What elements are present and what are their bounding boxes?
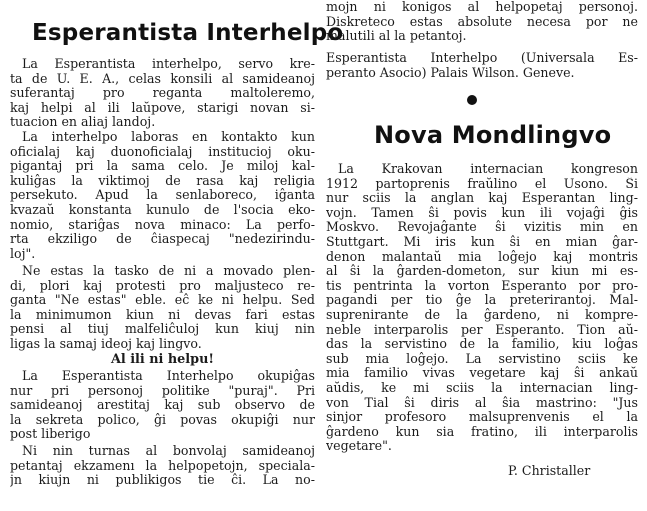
text-line: jn kiujn ni publikigos tie ĉi. La no- bbox=[10, 473, 315, 488]
text-line: sub mia loĝejo. La servistino sciis ke bbox=[326, 351, 638, 366]
separator-bullet bbox=[467, 95, 477, 105]
text-line: Moskvo. Revojaĝante ŝi vizitis min en bbox=[326, 220, 638, 235]
text-line: rta ekziligo de ĉiaspecaj "nedezirindu- bbox=[10, 232, 315, 247]
author-signature: P. Christaller bbox=[508, 463, 591, 478]
text-line: neble interparolis per Esperanto. Tion aŭ- bbox=[326, 322, 638, 337]
text-line: oficialaj kaj duonoficialaj institucioj oku- bbox=[10, 144, 315, 159]
text-line: samideanoj arestitaj kaj sub observo de bbox=[10, 398, 315, 413]
text-line: ganta "Ne estas" eble. eĉ ke ni helpu. Sed bbox=[10, 293, 315, 308]
text-line: pagandi per tio ĝe la preterirantoj. Mal- bbox=[326, 293, 638, 308]
text-line: kuliĝas la viktimoj de rasa kaj religia bbox=[10, 173, 315, 188]
text-line: suferantaj pro reganta maltoleremo, bbox=[10, 86, 315, 101]
text-line: vojn. Tamen ŝi povis kun ili vojaĝi ĝis bbox=[326, 205, 638, 220]
text-line: di, plori kaj protesti pro maljusteco re- bbox=[10, 278, 315, 293]
text-line: Stuttgart. Mi iris kun ŝi en mian ĝar- bbox=[326, 234, 638, 249]
text-line: denon malantaŭ mia loĝejo kaj montris bbox=[326, 249, 638, 264]
text-line: la sekreta polico, ĝi povas okupiĝi nur bbox=[10, 412, 315, 427]
text-line: malutili al la petantoj. bbox=[326, 29, 467, 44]
text-line: Esperantista Interhelpo (Universala Es- bbox=[326, 51, 638, 65]
text-line: das la servistino de la familio, kiu loĝas bbox=[326, 337, 638, 352]
text-line: La Krakovan internacian kongreson bbox=[338, 162, 638, 176]
text-line: Diskreteco estas absolute necesa por ne bbox=[326, 14, 638, 29]
paragraph-task bbox=[10, 264, 315, 352]
text-line: La interhelpo laboras en kontakto kun bbox=[22, 130, 315, 144]
text-line: Ne estas la tasko de ni a movado plen- bbox=[22, 264, 315, 278]
paragraph-nova-mondlingvo-body bbox=[326, 162, 638, 454]
paragraph-cooperation bbox=[10, 130, 315, 261]
text-line: nur sciis la anglan kaj Esperantan ling- bbox=[326, 191, 638, 206]
paragraph-intro bbox=[10, 57, 315, 130]
text-line: vegetare". bbox=[326, 439, 392, 454]
contact-address bbox=[326, 51, 638, 80]
text-line: al ŝi la ĝarden-dometon, sur kiun mi es- bbox=[326, 264, 638, 279]
text-line: tuacion en aliaj landoj. bbox=[10, 115, 156, 130]
text-line: loj". bbox=[10, 246, 36, 261]
paragraph-political bbox=[10, 369, 315, 442]
text-line: sinjor profesoro malsuprenvenis el la bbox=[326, 410, 638, 425]
text-line: Ni nin turnas al bonvolaj samideanoj bbox=[22, 444, 315, 458]
article-title-nova-mondlingvo: Nova Mondlingvo bbox=[374, 121, 612, 149]
text-line: persekuto. Apud la senlaboreco, iĝanta bbox=[10, 188, 315, 203]
text-line: aŭdis, ke mi sciis la internacian ling- bbox=[326, 380, 638, 395]
text-line: pensi al tiuj malfeliĉuloj kun kiuj nin bbox=[10, 322, 315, 337]
text-line: ligas la samaj ideoj kaj lingvo. bbox=[10, 336, 202, 351]
paragraph-appeal bbox=[10, 444, 315, 488]
text-line: petantaj ekzamenı la helpopetojn, speciala- bbox=[10, 458, 315, 473]
text-line: von Tial ŝi diris al ŝia mastrino: "Jus bbox=[326, 395, 638, 410]
text-line: ĝardeno kun sia fratino, ili interparolis bbox=[326, 424, 638, 439]
text-line: 1912 partoprenis fraŭlino el Usono. Ŝi bbox=[326, 176, 638, 191]
text-line: ta de U. E. A., celas konsili al samideanoj bbox=[10, 71, 315, 86]
text-line: suprenirante de la ĝardeno, ni kompre- bbox=[326, 307, 638, 322]
text-line: peranto Asocio) Palais Wilson. Geneve. bbox=[326, 65, 575, 80]
text-line: tis pentrinta la vorton Esperanto por pro- bbox=[326, 278, 638, 293]
text-line: kvazaŭ konstanta kunulo de l'socia eko- bbox=[10, 202, 315, 217]
text-line: pigantaj pri la sama celo. Je miloj kal- bbox=[10, 159, 315, 174]
article-title-esperantista-interhelpo: Esperantista Interhelpo bbox=[32, 20, 344, 46]
text-line: mojn ni konigos al helpopetaj personoj. bbox=[326, 0, 638, 14]
text-line: post liberigo bbox=[10, 427, 91, 442]
paragraph-continuation bbox=[326, 0, 638, 44]
text-line: La Esperantista interhelpo, servo kre- bbox=[22, 57, 315, 71]
text-line: nomio, stariĝas nova minaco: La perfo- bbox=[10, 217, 315, 232]
text-line: La Esperantista Interhelpo okupiĝas bbox=[22, 369, 315, 383]
subheading-al-ili-ni-helpu: Al ili ni helpu! bbox=[110, 352, 215, 367]
text-line: la minimumon kiun ni devas fari estas bbox=[10, 307, 315, 322]
text-line: mia familio vivas vegetare kaj ŝi ankaŭ bbox=[326, 366, 638, 381]
text-line: kaj helpi al ili laŭpove, starigi novan si- bbox=[10, 100, 315, 115]
text-line: nur pri personoj politike "puraj". Pri bbox=[10, 383, 315, 398]
